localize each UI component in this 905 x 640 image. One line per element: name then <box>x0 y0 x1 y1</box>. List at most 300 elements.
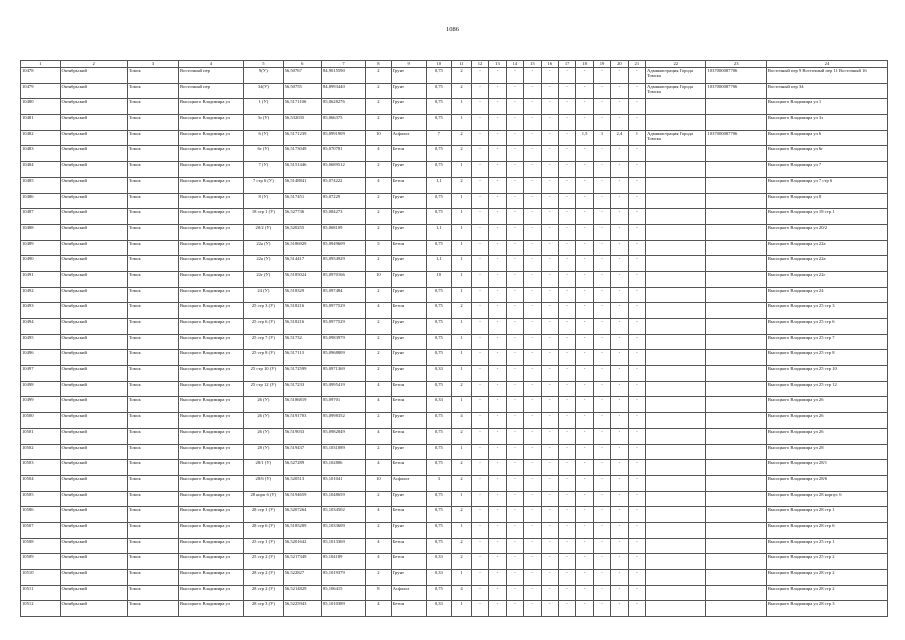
table-cell: 10489 <box>21 240 61 256</box>
table-cell: 4 <box>366 146 392 162</box>
table-cell: - <box>576 303 593 319</box>
table-cell: Октябрьский <box>60 271 127 287</box>
table-cell: - <box>524 601 541 617</box>
column-number-cell: 7 <box>321 61 365 68</box>
table-cell: 10491 <box>21 271 61 287</box>
table-cell: - <box>576 522 593 538</box>
table-cell <box>706 397 766 413</box>
table-cell: - <box>471 224 488 240</box>
table-cell: - <box>593 334 610 350</box>
table-cell: - <box>506 177 523 193</box>
table-cell: Бетон <box>391 428 426 444</box>
table-cell: - <box>489 115 506 131</box>
table-cell: 85,0991909 <box>321 130 365 146</box>
table-cell: 4 <box>366 381 392 397</box>
table-cell: 1 <box>452 256 472 272</box>
table-cell: Томск <box>127 397 178 413</box>
table-cell: 85,0628276 <box>321 99 365 115</box>
table-cell: Томск <box>127 193 178 209</box>
table-cell: 1 <box>628 130 645 146</box>
table-cell: Октябрьский <box>60 83 127 99</box>
table-cell: Томск <box>127 491 178 507</box>
table-cell: 2 <box>366 350 392 366</box>
table-cell: - <box>611 193 628 209</box>
table-cell: - <box>558 491 575 507</box>
table-cell: 56,518329 <box>283 287 321 303</box>
table-cell: - <box>541 444 558 460</box>
table-cell: 2 <box>452 83 472 99</box>
table-cell: - <box>471 319 488 335</box>
table-cell: - <box>611 177 628 193</box>
table-cell: - <box>489 428 506 444</box>
table-cell: Октябрьский <box>60 444 127 460</box>
table-cell: 10485 <box>21 177 61 193</box>
table-cell: 56,514417 <box>283 256 321 272</box>
table-cell: Администрация Города Томска <box>646 83 706 99</box>
table-cell: - <box>628 146 645 162</box>
table-cell: Грунт <box>391 162 426 178</box>
table-cell: - <box>489 271 506 287</box>
table-cell: 1 <box>593 130 610 146</box>
table-cell: - <box>593 350 610 366</box>
table-cell: 25 стр 10 (У) <box>244 366 284 382</box>
table-cell: Высоцкого Владимира ул 25 стр 6 <box>766 319 887 335</box>
table-cell: 2 <box>366 209 392 225</box>
table-cell <box>706 224 766 240</box>
table-cell: Высоцкого Владимира ул <box>179 366 244 382</box>
table-cell: 1037000087706 <box>706 68 766 84</box>
table-row <box>21 428 888 444</box>
table-cell: - <box>506 240 523 256</box>
table-cell: - <box>628 366 645 382</box>
table-cell: 0,75 <box>426 83 452 99</box>
table-cell: - <box>628 350 645 366</box>
table-cell: 10 <box>366 271 392 287</box>
table-cell: - <box>628 428 645 444</box>
table-cell: - <box>489 319 506 335</box>
table-cell: 10510 <box>21 570 61 586</box>
table-cell: Томск <box>127 334 178 350</box>
table-cell: - <box>558 68 575 84</box>
table-cell: - <box>628 115 645 131</box>
table-cell: - <box>611 522 628 538</box>
table-row <box>21 319 888 335</box>
table-cell: - <box>541 83 558 99</box>
table-cell <box>706 209 766 225</box>
table-cell: 10483 <box>21 146 61 162</box>
table-cell: - <box>471 115 488 131</box>
table-cell: - <box>471 585 488 601</box>
table-cell: Октябрьский <box>60 538 127 554</box>
table-cell: 34(У) <box>244 83 284 99</box>
table-cell: Томск <box>127 68 178 84</box>
table-cell: - <box>611 350 628 366</box>
table-row <box>21 601 888 617</box>
table-cell: - <box>576 224 593 240</box>
table-cell: 56,522827 <box>283 570 321 586</box>
table-cell <box>706 460 766 476</box>
table-cell: Высоцкого Владимира ул <box>179 350 244 366</box>
table-cell: 20/2 (У) <box>244 224 284 240</box>
table-cell: Высоцкого Владимира ул <box>179 444 244 460</box>
table-cell: 10492 <box>21 287 61 303</box>
table-cell: - <box>524 413 541 429</box>
table-cell: - <box>471 538 488 554</box>
table-cell: - <box>611 585 628 601</box>
table-cell <box>646 428 706 444</box>
table-cell: - <box>506 601 523 617</box>
table-cell: Октябрьский <box>60 303 127 319</box>
table-row <box>21 68 888 84</box>
table-cell: - <box>576 554 593 570</box>
table-cell: 7 <box>426 130 452 146</box>
table-cell: 10 <box>366 130 392 146</box>
table-cell: 9(У) <box>244 68 284 84</box>
table-row <box>21 256 888 272</box>
table-cell <box>706 256 766 272</box>
table-cell: 85,0971369 <box>321 366 365 382</box>
table-cell: - <box>558 381 575 397</box>
table-cell: - <box>558 460 575 476</box>
table-cell: 2 <box>452 460 472 476</box>
table-cell: Октябрьский <box>60 491 127 507</box>
table-cell: Томск <box>127 209 178 225</box>
table-cell: - <box>524 240 541 256</box>
table-cell: - <box>558 444 575 460</box>
table-cell: Высоцкого Владимира ул <box>179 428 244 444</box>
table-cell: - <box>489 413 506 429</box>
table-cell: - <box>628 397 645 413</box>
table-cell <box>706 271 766 287</box>
table-cell: - <box>611 68 628 84</box>
table-cell: Томск <box>127 162 178 178</box>
table-cell: - <box>471 193 488 209</box>
table-cell <box>646 491 706 507</box>
table-cell: Бетон <box>391 538 426 554</box>
table-cell: - <box>489 146 506 162</box>
table-cell: Высоцкого Владимира ул 26 <box>766 413 887 429</box>
table-cell <box>706 491 766 507</box>
table-row <box>21 350 888 366</box>
table-cell: Грунт <box>391 193 426 209</box>
table-cell: - <box>593 522 610 538</box>
table-cell: - <box>524 381 541 397</box>
table-cell: 85,0995419 <box>321 381 365 397</box>
table-cell: 85,1031089 <box>321 444 365 460</box>
table-cell: 10490 <box>21 256 61 272</box>
table-cell: 0,75 <box>426 209 452 225</box>
table-cell: - <box>576 491 593 507</box>
table-cell: - <box>471 303 488 319</box>
table-cell: 10479 <box>21 83 61 99</box>
table-cell: - <box>558 130 575 146</box>
table-cell: Высоцкого Владимира ул 28 стр 1 <box>766 507 887 523</box>
table-cell <box>706 475 766 491</box>
table-cell: Высоцкого Владимира ул 28 стр 2 <box>766 570 887 586</box>
column-number-cell: 1 <box>21 61 61 68</box>
table-cell: - <box>611 271 628 287</box>
table-cell <box>706 444 766 460</box>
table-cell: Томск <box>127 413 178 429</box>
table-cell: 28 стр 3 (У) <box>244 601 284 617</box>
table-cell: 0,75 <box>426 444 452 460</box>
table-cell: - <box>593 209 610 225</box>
table-cell: Томск <box>127 366 178 382</box>
table-cell: 2 <box>452 68 472 84</box>
table-cell: - <box>558 99 575 115</box>
table-cell: 8 <box>366 585 392 601</box>
table-cell: 10494 <box>21 319 61 335</box>
table-cell: 6г (У) <box>244 146 284 162</box>
table-cell: 56,532035 <box>283 115 321 131</box>
table-cell: 10512 <box>21 601 61 617</box>
table-cell: - <box>524 177 541 193</box>
table-cell: Томск <box>127 115 178 131</box>
table-cell: - <box>558 522 575 538</box>
table-cell: - <box>558 209 575 225</box>
table-cell: - <box>611 256 628 272</box>
table-cell: Томск <box>127 570 178 586</box>
table-cell: Высоцкого Владимира ул <box>179 162 244 178</box>
table-cell: - <box>628 240 645 256</box>
table-cell: Октябрьский <box>60 428 127 444</box>
table-cell: Высоцкого Владимира ул 3з <box>766 115 887 131</box>
table-cell: - <box>593 240 610 256</box>
table-cell: 85,066375 <box>321 115 365 131</box>
table-cell: Администрация Города Томска <box>646 130 706 146</box>
table-row <box>21 491 888 507</box>
table-cell: 28/6 (У) <box>244 475 284 491</box>
table-cell: - <box>489 554 506 570</box>
table-cell: Грунт <box>391 491 426 507</box>
table-cell: - <box>576 177 593 193</box>
table-cell: - <box>628 271 645 287</box>
table-cell <box>646 460 706 476</box>
table-cell: - <box>558 334 575 350</box>
table-cell: 56,51732 <box>283 334 321 350</box>
table-cell: 0,75 <box>426 240 452 256</box>
table-cell <box>646 303 706 319</box>
table-cell: - <box>628 491 645 507</box>
table-cell: 85,106415 <box>321 585 365 601</box>
table-cell <box>706 413 766 429</box>
table-cell: 2,4 <box>611 130 628 146</box>
table-cell <box>646 224 706 240</box>
table-cell: 10493 <box>21 303 61 319</box>
table-cell: 2 <box>452 177 472 193</box>
table-cell: Томск <box>127 538 178 554</box>
table-cell: - <box>558 177 575 193</box>
table-cell: - <box>524 83 541 99</box>
table-cell: - <box>489 507 506 523</box>
column-number-cell: 23 <box>706 61 766 68</box>
table-cell: - <box>489 303 506 319</box>
table-cell: 2 <box>366 334 392 350</box>
table-cell <box>646 99 706 115</box>
table-cell: Высоцкого Владимира ул 8 <box>766 193 887 209</box>
table-cell: - <box>611 460 628 476</box>
table-cell: Октябрьский <box>60 522 127 538</box>
table-cell: 85,0970166 <box>321 271 365 287</box>
table-row <box>21 538 888 554</box>
table-cell: 0,75 <box>426 115 452 131</box>
table-cell: 10 <box>366 475 392 491</box>
table-cell: Высоцкого Владимира ул <box>179 397 244 413</box>
table-row <box>21 271 888 287</box>
table-cell: - <box>628 381 645 397</box>
table-cell: - <box>628 444 645 460</box>
table-cell: 2 <box>366 491 392 507</box>
table-cell: 10507 <box>21 522 61 538</box>
table-cell: Октябрьский <box>60 554 127 570</box>
table-cell: Высоцкого Владимира ул <box>179 507 244 523</box>
table-cell: - <box>593 162 610 178</box>
table-cell: - <box>524 287 541 303</box>
table-cell: 2 <box>366 115 392 131</box>
table-cell: Томск <box>127 522 178 538</box>
table-cell: - <box>524 224 541 240</box>
table-cell: - <box>593 224 610 240</box>
table-cell: - <box>471 177 488 193</box>
table-cell: 0,75 <box>426 146 452 162</box>
table-cell: 2 <box>452 428 472 444</box>
table-cell: Высоцкого Владимира ул 1 <box>766 99 887 115</box>
table-cell: - <box>558 413 575 429</box>
table-row <box>21 381 888 397</box>
column-number-cell: 14 <box>506 61 523 68</box>
table-cell: - <box>471 475 488 491</box>
table-cell: 85,0977529 <box>321 303 365 319</box>
table-cell: 2 <box>452 538 472 554</box>
table-cell: - <box>576 271 593 287</box>
table-cell: Высоцкого Владимира ул 22г <box>766 271 887 287</box>
table-cell: 56,517113 <box>283 350 321 366</box>
table-cell: - <box>489 177 506 193</box>
table-cell: - <box>524 115 541 131</box>
table-cell: Томск <box>127 256 178 272</box>
table-cell: - <box>628 601 645 617</box>
table-cell: 1 <box>452 522 472 538</box>
table-cell <box>646 507 706 523</box>
table-cell: 10488 <box>21 224 61 240</box>
table-row <box>21 413 888 429</box>
table-cell: - <box>524 397 541 413</box>
table-cell: Администрация Города Томска <box>646 68 706 84</box>
table-cell: Высоцкого Владимира ул 26 <box>766 397 887 413</box>
column-number-cell: 8 <box>366 61 392 68</box>
table-cell <box>646 319 706 335</box>
table-cell: - <box>524 209 541 225</box>
table-cell <box>646 115 706 131</box>
table-cell: Грунт <box>391 83 426 99</box>
table-cell: 28/1 (У) <box>244 460 284 476</box>
table-cell: - <box>524 146 541 162</box>
table-cell: 22а (У) <box>244 240 284 256</box>
table-cell: 1 <box>452 99 472 115</box>
table-cell <box>646 287 706 303</box>
table-cell: 4 <box>366 303 392 319</box>
table-cell: 1 <box>452 115 472 131</box>
table-cell: 56,520255 <box>283 224 321 240</box>
table-cell: Октябрьский <box>60 366 127 382</box>
table-cell: - <box>541 381 558 397</box>
table-cell: 4 <box>366 554 392 570</box>
table-cell: - <box>558 287 575 303</box>
table-cell: - <box>558 350 575 366</box>
table-cell: 18 стр 1 (У) <box>244 209 284 225</box>
table-cell: - <box>541 224 558 240</box>
table-cell: 56,50767 <box>283 68 321 84</box>
table-cell: - <box>628 585 645 601</box>
table-cell: Томск <box>127 428 178 444</box>
table-cell: - <box>471 601 488 617</box>
table-cell: Томск <box>127 444 178 460</box>
table-cell: Высоцкого Владимира ул <box>179 491 244 507</box>
table-cell: 85,1034502 <box>321 507 365 523</box>
table-cell: 0,33 <box>426 366 452 382</box>
table-row <box>21 444 888 460</box>
table-cell: - <box>558 554 575 570</box>
table-cell: 56,5201642 <box>283 538 321 554</box>
table-cell: - <box>541 130 558 146</box>
table-cell: - <box>611 319 628 335</box>
column-number-cell: 15 <box>524 61 541 68</box>
table-cell: 56,5185024 <box>283 271 321 287</box>
column-number-cell: 21 <box>628 61 645 68</box>
table-cell: 1037000087706 <box>706 130 766 146</box>
table-cell: - <box>628 413 645 429</box>
table-cell: 1 <box>452 444 472 460</box>
table-cell: Высоцкого Владимира ул 28 стр 6 <box>766 522 887 538</box>
table-cell: - <box>506 130 523 146</box>
table-cell: - <box>628 287 645 303</box>
table-cell: - <box>471 413 488 429</box>
table-cell: - <box>558 601 575 617</box>
table-cell: 0,33 <box>426 570 452 586</box>
table-cell: - <box>576 397 593 413</box>
table-cell: 85,0977529 <box>321 319 365 335</box>
table-cell: 2 <box>366 99 392 115</box>
table-cell: - <box>558 146 575 162</box>
table-cell: - <box>611 570 628 586</box>
table-cell: Октябрьский <box>60 146 127 162</box>
table-cell: 56,5172599 <box>283 366 321 382</box>
table-cell <box>646 413 706 429</box>
table-cell: 2 <box>366 68 392 84</box>
table-cell: - <box>524 538 541 554</box>
table-cell: - <box>506 413 523 429</box>
table-row <box>21 554 888 570</box>
table-cell: Высоцкого Владимира ул <box>179 334 244 350</box>
table-cell: 1 <box>452 209 472 225</box>
table-cell: - <box>576 68 593 84</box>
table-cell <box>706 146 766 162</box>
table-cell: Асфальт <box>391 585 426 601</box>
table-cell: Высоцкого Владимира ул 7 <box>766 162 887 178</box>
table-cell: 0,75 <box>426 287 452 303</box>
table-cell: 84,8993440 <box>321 83 365 99</box>
table-cell: 2 <box>452 303 472 319</box>
table-cell: 85,1013369 <box>321 538 365 554</box>
table-cell: - <box>524 475 541 491</box>
table-cell: - <box>576 146 593 162</box>
table-row <box>21 397 888 413</box>
table-cell: Высоцкого Владимира ул 28/6 <box>766 475 887 491</box>
table-cell: - <box>541 319 558 335</box>
table-cell: - <box>558 256 575 272</box>
table-cell: Высоцкого Владимира ул <box>179 130 244 146</box>
table-cell: - <box>471 162 488 178</box>
